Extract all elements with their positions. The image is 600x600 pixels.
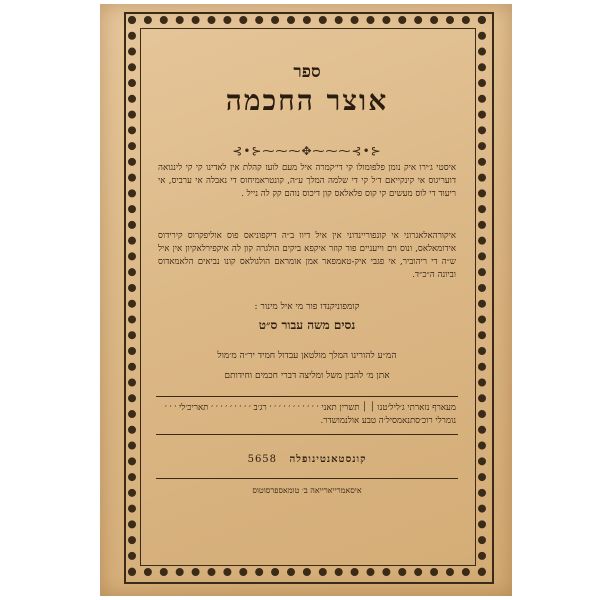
- divider-rule: [156, 478, 458, 479]
- imprint-city: [150, 454, 464, 465]
- permit-line-1: מעארף נזארתי ג׳ליל׳טנו ׀ ׀ תשרין תאני ׳ ׳ ׳ ׳ ׳ ׳ ׳ ׳ ׳ ׳ ׳ רג׳ב ׳ ׳ ׳ ׳ ׳ ׳ ׳ ׳ ׳ תאריכ׳לי ׳ ׳ ׳: [164, 403, 456, 413]
- city-name: קונסטאנטינופלה: [289, 454, 367, 465]
- book-label: ספר: [293, 62, 321, 82]
- book-title: אוצר החכמה: [225, 84, 389, 117]
- permit-line-2: נומרלי רוכ׳סתנאמסיל׳ה טבע אולנמושדר.: [320, 416, 456, 426]
- composed-by-line: קומפוניקנדו פור מי איל מינור :: [254, 302, 360, 312]
- description-paragraph-1: איסטי ג׳ירו איק נומן פלפומולו קי די׳קמרה איל מעם לועז קהלת אין לאדינו קי קי לינגואה דועריגוס אי קינקייאם ד׳ל קי די שלמה המלך ע״ה, קונטראמיחוס די נאבלה אי ערביס, אי ריעוד די לוס מעשים קי קוס פלאלאס קון דיכוס נוהם קק לה נייל .: [158, 163, 456, 199]
- divider-rule: [156, 434, 458, 435]
- author-name: נסים משה עבור ס״ט: [258, 318, 356, 332]
- proverb-line: אתן מ׳ להבין משל ומליצה דברי חכמים וחידותם: [224, 371, 390, 381]
- ornament-divider: ⊰•⊱⁓⁓⁓✥⁓⁓⁓⊰•⊱: [232, 144, 382, 158]
- dedication-line: המ״ע להורינו המלך מולטאן עבדול חמיד יר״ה מ׳מול: [217, 351, 397, 361]
- title-page-content: [150, 36, 464, 556]
- divider-rule: [156, 396, 458, 397]
- permit-notice: [158, 402, 456, 428]
- printer-name: איסאמרייארייאה ב׳ טומאספרסוטוס: [252, 486, 362, 495]
- description-paragraph-2: איקורהאלאגרוני אי קונפוריינדוני אין איל דיוו ב״ה דיקפוניאס פוס אוליפקרוס קירידוס אידומאלאס, ונוס וים וייעניים פור קוזר איקפא ביקים הולגרה קון לה איקפירלאקיון אין איל ש״ה די ריהוביר, אי פגבי איק-טאמפאר אמן אומראם הולגולאס קונו נביאים הלאמאדוס וביונה ה״כ״ד.: [158, 231, 456, 280]
- publication-year: 5658: [247, 454, 278, 465]
